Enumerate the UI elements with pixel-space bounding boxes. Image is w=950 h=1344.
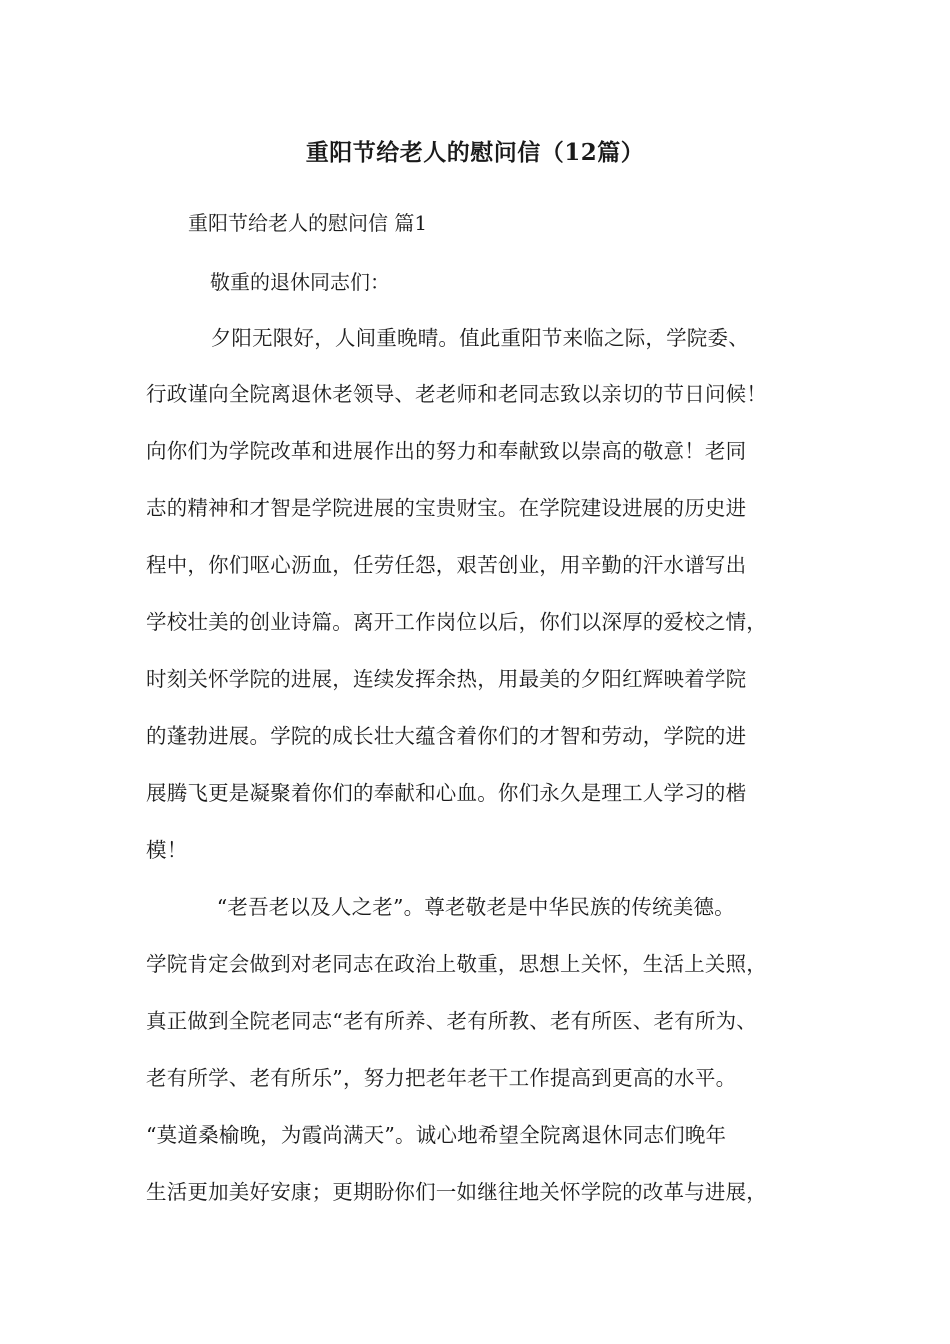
body-line: 模！ [146,838,188,862]
body-line: 夕阳无限好，人间重晚晴。值此重阳节来临之际，学院委、 [190,326,749,350]
document-title: 重阳节给老人的慰问信（12篇） [305,139,645,166]
body-line: 行政谨向全院离退休老领导、老老师和老同志致以亲切的节日问候！ [146,382,767,406]
body-line: 时刻关怀学院的进展，连续发挥余热，用最美的夕阳红辉映着学院 [146,667,747,691]
body-line: “莫道桑榆晚，为霞尚满天”。诚心地希望全院离退休同志们晚年 [146,1123,727,1147]
body-line: 学院肯定会做到对老同志在政治上敬重，思想上关怀，生活上关照， [146,952,767,976]
body-line: 程中，你们呕心沥血，任劳任怨，艰苦创业，用辛勤的汗水谱写出 [146,553,747,577]
body-line: 向你们为学院改革和进展作出的努力和奉献致以崇高的敬意！老同 [146,439,747,463]
body-line: 学校壮美的创业诗篇。离开工作岗位以后，你们以深厚的爱校之情， [146,610,767,634]
salutation: 敬重的退休同志们： [210,270,390,294]
body-line: “老吾老以及人之老”。尊老敬老是中华民族的传统美德。 [196,895,735,919]
section-heading: 重阳节给老人的慰问信 篇1 [188,211,428,235]
body-line: 老有所学、老有所乐”，努力把老年老干工作提高到更高的水平。 [146,1066,737,1090]
body-line: 志的精神和才智是学院进展的宝贵财宝。在学院建设进展的历史进 [146,496,747,520]
body-line: 真正做到全院老同志“老有所养、老有所教、老有所医、老有所为、 [146,1009,757,1033]
body-line: 生活更加美好安康；更期盼你们一如继往地关怀学院的改革与进展， [146,1180,767,1204]
body-line: 展腾飞更是凝聚着你们的奉献和心血。你们永久是理工人学习的楷 [146,781,747,805]
body-line: 的蓬勃进展。学院的成长壮大蕴含着你们的才智和劳动，学院的进 [146,724,747,748]
